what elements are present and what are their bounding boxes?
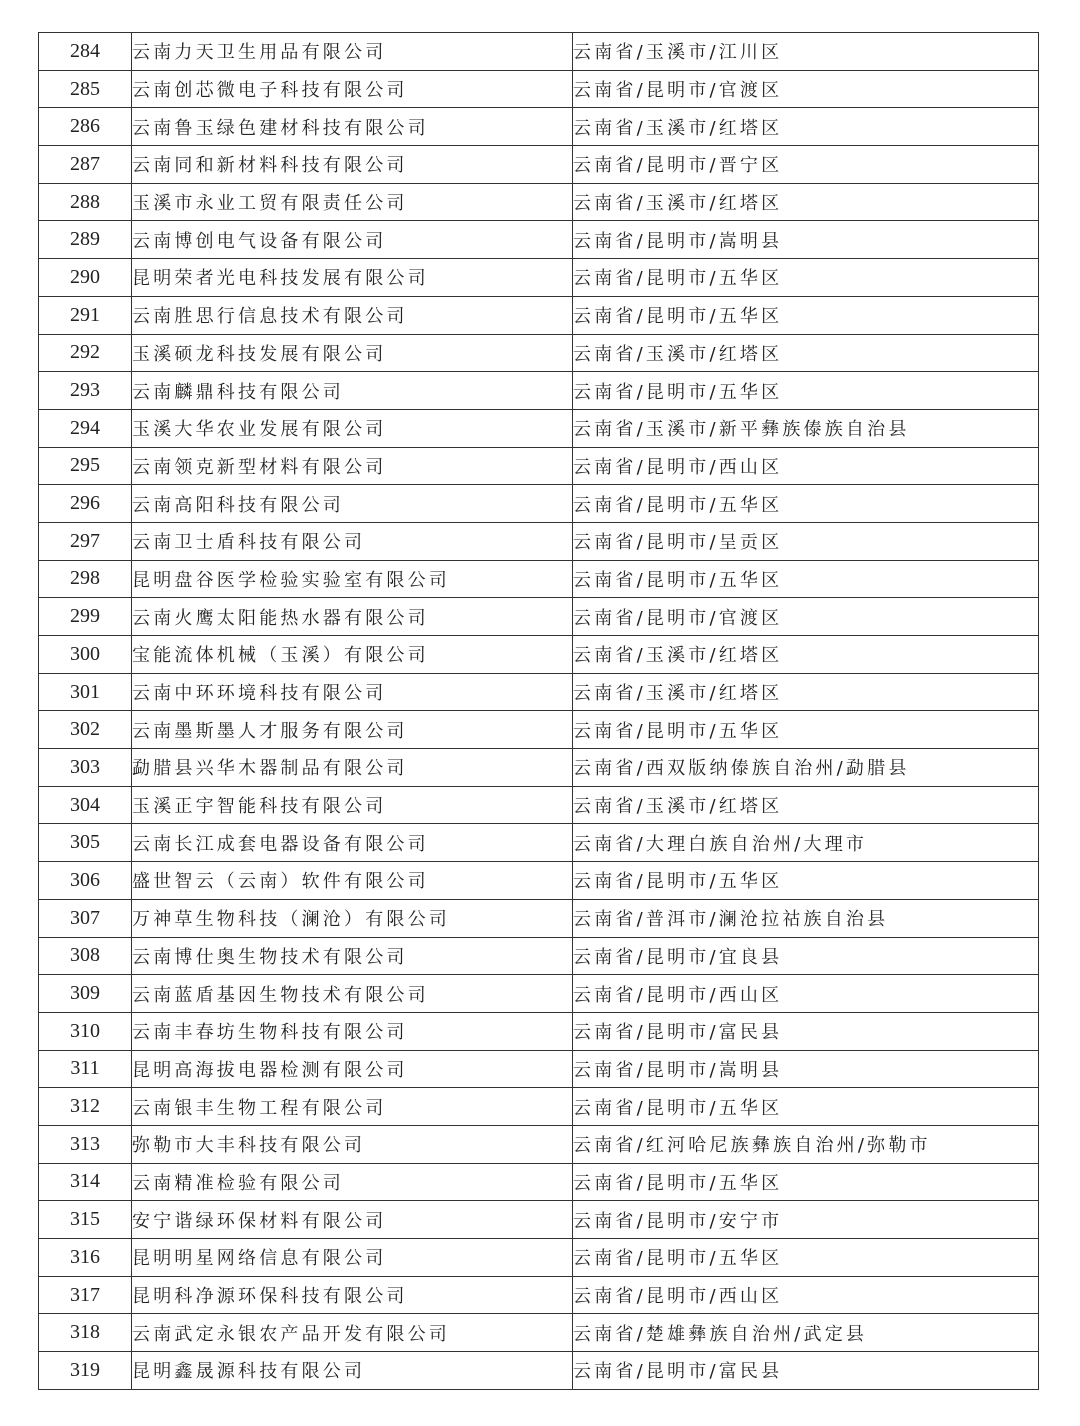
row-number: 297	[39, 522, 132, 560]
company-name: 云南创芯微电子科技有限公司	[132, 70, 573, 108]
row-number: 296	[39, 485, 132, 523]
region-path: 云南省/昆明市/五华区	[573, 862, 1039, 900]
table-row	[39, 711, 1039, 749]
table-row	[39, 824, 1039, 862]
company-name: 宝能流体机械（玉溪）有限公司	[132, 636, 573, 674]
region-path: 云南省/西双版纳傣族自治州/勐腊县	[573, 749, 1039, 787]
company-name: 玉溪市永业工贸有限责任公司	[132, 183, 573, 221]
region-path: 云南省/昆明市/五华区	[573, 1088, 1039, 1126]
region-path: 云南省/玉溪市/红塔区	[573, 334, 1039, 372]
region-path: 云南省/昆明市/嵩明县	[573, 221, 1039, 259]
company-name: 安宁谐绿环保材料有限公司	[132, 1201, 573, 1239]
row-number: 284	[39, 33, 132, 71]
company-name: 云南博仕奥生物技术有限公司	[132, 937, 573, 975]
table-row	[39, 636, 1039, 674]
table-row	[39, 1352, 1039, 1390]
table-row	[39, 1239, 1039, 1277]
row-number: 303	[39, 749, 132, 787]
company-name: 云南丰春坊生物科技有限公司	[132, 1012, 573, 1050]
row-number: 286	[39, 108, 132, 146]
region-path: 云南省/红河哈尼族彝族自治州/弥勒市	[573, 1125, 1039, 1163]
table-row	[39, 1012, 1039, 1050]
row-number: 298	[39, 560, 132, 598]
region-path: 云南省/昆明市/富民县	[573, 1012, 1039, 1050]
table-row	[39, 334, 1039, 372]
table-row	[39, 1088, 1039, 1126]
table-body	[39, 33, 1039, 1390]
region-path: 云南省/昆明市/晋宁区	[573, 146, 1039, 184]
company-name: 昆明科净源环保科技有限公司	[132, 1276, 573, 1314]
row-number: 290	[39, 259, 132, 297]
region-path: 云南省/昆明市/呈贡区	[573, 522, 1039, 560]
table-row	[39, 673, 1039, 711]
company-name: 云南卫士盾科技有限公司	[132, 522, 573, 560]
region-path: 云南省/昆明市/五华区	[573, 485, 1039, 523]
region-path: 云南省/昆明市/西山区	[573, 447, 1039, 485]
company-name: 云南同和新材料科技有限公司	[132, 146, 573, 184]
company-name: 云南麟鼎科技有限公司	[132, 372, 573, 410]
table-row	[39, 598, 1039, 636]
row-number: 310	[39, 1012, 132, 1050]
table-row	[39, 975, 1039, 1013]
row-number: 315	[39, 1201, 132, 1239]
row-number: 288	[39, 183, 132, 221]
table-row	[39, 296, 1039, 334]
region-path: 云南省/昆明市/宜良县	[573, 937, 1039, 975]
table-row	[39, 1276, 1039, 1314]
table-row	[39, 1201, 1039, 1239]
company-name: 云南蓝盾基因生物技术有限公司	[132, 975, 573, 1013]
region-path: 云南省/大理白族自治州/大理市	[573, 824, 1039, 862]
table-row	[39, 108, 1039, 146]
company-name: 万神草生物科技（澜沧）有限公司	[132, 899, 573, 937]
row-number: 304	[39, 786, 132, 824]
row-number: 300	[39, 636, 132, 674]
row-number: 318	[39, 1314, 132, 1352]
region-path: 云南省/玉溪市/红塔区	[573, 786, 1039, 824]
row-number: 293	[39, 372, 132, 410]
company-name: 云南博创电气设备有限公司	[132, 221, 573, 259]
company-name: 昆明高海拔电器检测有限公司	[132, 1050, 573, 1088]
region-path: 云南省/昆明市/嵩明县	[573, 1050, 1039, 1088]
table-row	[39, 33, 1039, 71]
row-number: 313	[39, 1125, 132, 1163]
company-name: 勐腊县兴华木器制品有限公司	[132, 749, 573, 787]
region-path: 云南省/楚雄彝族自治州/武定县	[573, 1314, 1039, 1352]
table-row	[39, 221, 1039, 259]
region-path: 云南省/昆明市/安宁市	[573, 1201, 1039, 1239]
row-number: 285	[39, 70, 132, 108]
region-path: 云南省/普洱市/澜沧拉祜族自治县	[573, 899, 1039, 937]
region-path: 云南省/玉溪市/红塔区	[573, 636, 1039, 674]
region-path: 云南省/昆明市/五华区	[573, 259, 1039, 297]
table-row	[39, 1050, 1039, 1088]
table-row	[39, 183, 1039, 221]
table-row	[39, 146, 1039, 184]
company-name: 云南长江成套电器设备有限公司	[132, 824, 573, 862]
row-number: 292	[39, 334, 132, 372]
row-number: 295	[39, 447, 132, 485]
company-name: 昆明盘谷医学检验实验室有限公司	[132, 560, 573, 598]
company-name: 云南中环环境科技有限公司	[132, 673, 573, 711]
table-row	[39, 259, 1039, 297]
company-name: 玉溪大华农业发展有限公司	[132, 409, 573, 447]
row-number: 291	[39, 296, 132, 334]
company-name: 云南墨斯墨人才服务有限公司	[132, 711, 573, 749]
row-number: 311	[39, 1050, 132, 1088]
company-name: 云南精准检验有限公司	[132, 1163, 573, 1201]
company-name: 云南力天卫生用品有限公司	[132, 33, 573, 71]
row-number: 305	[39, 824, 132, 862]
row-number: 312	[39, 1088, 132, 1126]
row-number: 294	[39, 409, 132, 447]
region-path: 云南省/玉溪市/新平彝族傣族自治县	[573, 409, 1039, 447]
company-name: 昆明明星网络信息有限公司	[132, 1239, 573, 1277]
row-number: 317	[39, 1276, 132, 1314]
row-number: 301	[39, 673, 132, 711]
region-path: 云南省/昆明市/五华区	[573, 1163, 1039, 1201]
region-path: 云南省/昆明市/五华区	[573, 296, 1039, 334]
table-row	[39, 70, 1039, 108]
table-row	[39, 1314, 1039, 1352]
region-path: 云南省/昆明市/五华区	[573, 560, 1039, 598]
company-name: 云南银丰生物工程有限公司	[132, 1088, 573, 1126]
table-row	[39, 485, 1039, 523]
table-row	[39, 1163, 1039, 1201]
company-name: 云南鲁玉绿色建材科技有限公司	[132, 108, 573, 146]
region-path: 云南省/玉溪市/红塔区	[573, 673, 1039, 711]
company-list-table	[38, 32, 1039, 1390]
row-number: 299	[39, 598, 132, 636]
region-path: 云南省/昆明市/五华区	[573, 372, 1039, 410]
table-row	[39, 447, 1039, 485]
row-number: 287	[39, 146, 132, 184]
region-path: 云南省/昆明市/五华区	[573, 1239, 1039, 1277]
row-number: 289	[39, 221, 132, 259]
region-path: 云南省/昆明市/西山区	[573, 975, 1039, 1013]
company-name: 玉溪正宇智能科技有限公司	[132, 786, 573, 824]
region-path: 云南省/玉溪市/江川区	[573, 33, 1039, 71]
region-path: 云南省/玉溪市/红塔区	[573, 108, 1039, 146]
region-path: 云南省/昆明市/官渡区	[573, 70, 1039, 108]
row-number: 314	[39, 1163, 132, 1201]
table-row	[39, 862, 1039, 900]
company-name: 云南高阳科技有限公司	[132, 485, 573, 523]
row-number: 316	[39, 1239, 132, 1277]
row-number: 307	[39, 899, 132, 937]
table-row	[39, 786, 1039, 824]
region-path: 云南省/昆明市/富民县	[573, 1352, 1039, 1390]
table-row	[39, 560, 1039, 598]
company-name: 云南武定永银农产品开发有限公司	[132, 1314, 573, 1352]
company-name: 弥勒市大丰科技有限公司	[132, 1125, 573, 1163]
company-name: 玉溪硕龙科技发展有限公司	[132, 334, 573, 372]
table-row	[39, 409, 1039, 447]
row-number: 309	[39, 975, 132, 1013]
table-row	[39, 522, 1039, 560]
company-name: 昆明鑫晟源科技有限公司	[132, 1352, 573, 1390]
table-row	[39, 372, 1039, 410]
table-row	[39, 1125, 1039, 1163]
region-path: 云南省/昆明市/西山区	[573, 1276, 1039, 1314]
company-name: 云南胜思行信息技术有限公司	[132, 296, 573, 334]
row-number: 319	[39, 1352, 132, 1390]
company-name: 昆明荣者光电科技发展有限公司	[132, 259, 573, 297]
table-row	[39, 937, 1039, 975]
table-row	[39, 749, 1039, 787]
company-name: 盛世智云（云南）软件有限公司	[132, 862, 573, 900]
region-path: 云南省/昆明市/五华区	[573, 711, 1039, 749]
region-path: 云南省/昆明市/官渡区	[573, 598, 1039, 636]
table-row	[39, 899, 1039, 937]
row-number: 308	[39, 937, 132, 975]
row-number: 302	[39, 711, 132, 749]
company-name: 云南火鹰太阳能热水器有限公司	[132, 598, 573, 636]
row-number: 306	[39, 862, 132, 900]
region-path: 云南省/玉溪市/红塔区	[573, 183, 1039, 221]
company-name: 云南领克新型材料有限公司	[132, 447, 573, 485]
